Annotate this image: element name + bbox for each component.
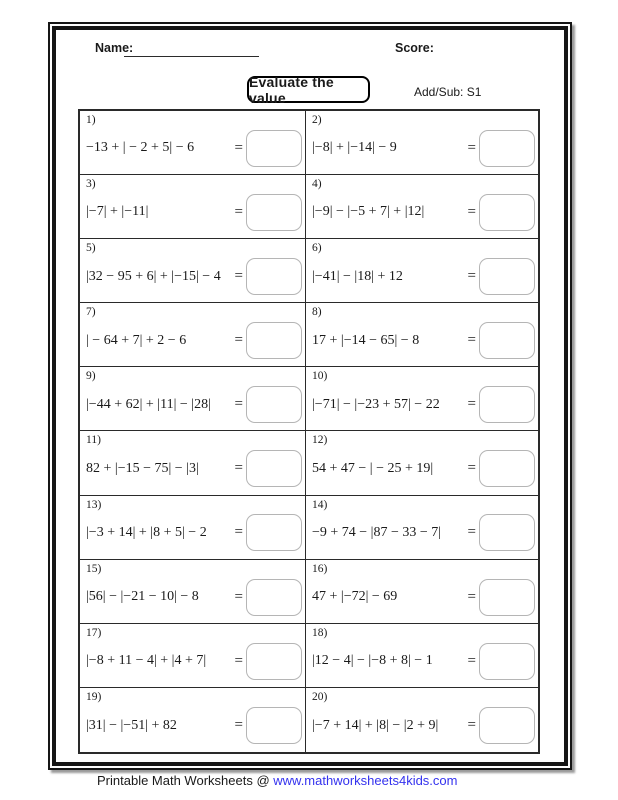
problem-number: 5) xyxy=(86,242,96,255)
problem-row xyxy=(80,639,305,686)
problem-row xyxy=(80,704,305,752)
problem-number: 7) xyxy=(86,306,96,319)
problem-number: 19) xyxy=(86,690,102,703)
problem-row xyxy=(80,575,305,622)
problem-row xyxy=(80,447,305,494)
problem-number: 2) xyxy=(312,114,322,126)
problem-cell xyxy=(80,431,306,495)
problem-expression: |32 − 95 + 6| + |−15| − 4 xyxy=(86,268,221,284)
problem-cell xyxy=(306,624,538,688)
problem-cell xyxy=(80,303,306,367)
equals-sign: = xyxy=(234,203,243,220)
equals-sign: = xyxy=(234,717,243,734)
problem-cell xyxy=(80,624,306,688)
problem-expression: |−7| + |−11| xyxy=(86,204,149,220)
answer-box[interactable] xyxy=(246,514,302,551)
problem-number: 1) xyxy=(86,114,96,126)
problem-cell xyxy=(306,496,538,560)
problem-row xyxy=(80,511,305,558)
name-blank-line[interactable] xyxy=(124,42,259,57)
problem-expression: −9 + 74 − |87 − 33 − 7| xyxy=(312,524,442,540)
answer-box[interactable] xyxy=(246,707,302,744)
answer-box[interactable] xyxy=(246,194,302,231)
problem-cell xyxy=(306,239,538,303)
problem-cell xyxy=(80,111,306,175)
answer-box[interactable] xyxy=(246,130,302,167)
equals-sign: = xyxy=(234,139,243,156)
answer-box[interactable] xyxy=(479,579,535,616)
problem-row xyxy=(306,127,538,174)
problem-number: 4) xyxy=(312,178,322,191)
equals-sign: = xyxy=(467,203,476,220)
equals-sign: = xyxy=(467,588,476,605)
problem-number: 9) xyxy=(86,370,96,383)
problem-cell xyxy=(80,239,306,303)
equals-sign: = xyxy=(467,268,476,285)
problems-grid xyxy=(78,109,540,754)
problem-number: 20) xyxy=(312,690,328,703)
problem-expression: |−44 + 62| + |11| − |28| xyxy=(86,396,211,412)
problem-expression: |−3 + 14| + |8 + 5| − 2 xyxy=(86,524,207,540)
problem-expression: | − 64 + 7| + 2 − 6 xyxy=(86,332,187,348)
answer-box[interactable] xyxy=(246,386,302,423)
equals-sign: = xyxy=(234,396,243,413)
answer-box[interactable] xyxy=(479,643,535,680)
name-label: Name: xyxy=(95,41,134,55)
problem-cell xyxy=(80,175,306,239)
answer-box[interactable] xyxy=(246,322,302,359)
problem-cell xyxy=(80,367,306,431)
problem-row xyxy=(80,127,305,174)
problem-cell xyxy=(306,175,538,239)
problem-row xyxy=(306,639,538,686)
problem-number: 6) xyxy=(312,242,322,255)
page-title: Evaluate the value xyxy=(249,73,334,106)
worksheet-code: Add/Sub: S1 xyxy=(414,85,482,99)
equals-sign: = xyxy=(234,460,243,477)
problem-expression: −13 + | − 2 + 5| − 6 xyxy=(86,140,195,156)
footer-link[interactable]: www.mathworksheets4kids.com xyxy=(273,773,458,788)
equals-sign: = xyxy=(467,652,476,669)
problem-expression: 82 + |−15 − 75| − |3| xyxy=(86,460,199,476)
answer-box[interactable] xyxy=(479,514,535,551)
problem-cell xyxy=(306,111,538,175)
problem-row xyxy=(306,704,538,752)
problem-number: 10) xyxy=(312,370,328,383)
problem-row xyxy=(306,447,538,494)
problem-row xyxy=(80,191,305,238)
equals-sign: = xyxy=(234,652,243,669)
answer-box[interactable] xyxy=(479,258,535,295)
answer-box[interactable] xyxy=(479,450,535,487)
problem-cell xyxy=(306,431,538,495)
equals-sign: = xyxy=(234,332,243,349)
footer xyxy=(97,773,457,788)
problem-expression: 17 + |−14 − 65| − 8 xyxy=(312,332,420,348)
problem-row xyxy=(306,383,538,430)
equals-sign: = xyxy=(467,717,476,734)
equals-sign: = xyxy=(467,139,476,156)
problem-expression: |−8 + 11 − 4| + |4 + 7| xyxy=(86,653,207,669)
problem-cell xyxy=(306,367,538,431)
equals-sign: = xyxy=(234,268,243,285)
equals-sign: = xyxy=(467,396,476,413)
equals-sign: = xyxy=(467,524,476,541)
problem-cell xyxy=(306,303,538,367)
problem-row xyxy=(306,191,538,238)
problem-number: 14) xyxy=(312,498,328,511)
problem-row xyxy=(306,319,538,366)
answer-box[interactable] xyxy=(246,579,302,616)
problem-number: 13) xyxy=(86,498,102,511)
problem-expression: |31| − |−51| + 82 xyxy=(86,717,177,733)
problem-expression: |−9| − |−5 + 7| + |12| xyxy=(312,204,425,220)
problem-row xyxy=(306,575,538,622)
problem-number: 17) xyxy=(86,626,102,639)
answer-box[interactable] xyxy=(479,194,535,231)
equals-sign: = xyxy=(467,332,476,349)
answer-box[interactable] xyxy=(246,643,302,680)
problem-row xyxy=(80,319,305,366)
problem-cell xyxy=(80,496,306,560)
problem-expression: 47 + |−72| − 69 xyxy=(312,589,398,605)
problem-number: 18) xyxy=(312,626,328,639)
title-badge xyxy=(247,73,370,106)
problem-number: 11) xyxy=(86,434,101,447)
problem-expression: |−41| − |18| + 12 xyxy=(312,268,403,284)
problem-expression: |−8| + |−14| − 9 xyxy=(312,140,397,156)
problem-number: 15) xyxy=(86,562,102,575)
problem-cell xyxy=(80,560,306,624)
answer-box[interactable] xyxy=(479,386,535,423)
answer-box[interactable] xyxy=(479,322,535,359)
score-label: Score: xyxy=(395,41,434,55)
footer-text: Printable Math Worksheets @ xyxy=(97,773,274,788)
problem-expression: |−71| − |−23 + 57| − 22 xyxy=(312,396,440,412)
problem-row xyxy=(80,255,305,302)
problem-number: 8) xyxy=(312,306,322,319)
problem-expression: |12 − 4| − |−8 + 8| − 1 xyxy=(312,653,433,669)
problem-cell xyxy=(306,688,538,752)
answer-box[interactable] xyxy=(246,450,302,487)
problem-cell xyxy=(306,560,538,624)
problem-expression: 54 + 47 − | − 25 + 19| xyxy=(312,460,434,476)
answer-box[interactable] xyxy=(479,130,535,167)
problem-cell xyxy=(80,688,306,752)
problem-row xyxy=(306,511,538,558)
equals-sign: = xyxy=(234,524,243,541)
problem-expression: |−7 + 14| + |8| − |2 + 9| xyxy=(312,717,439,733)
answer-box[interactable] xyxy=(246,258,302,295)
equals-sign: = xyxy=(467,460,476,477)
problem-number: 3) xyxy=(86,178,96,191)
problem-row xyxy=(80,383,305,430)
equals-sign: = xyxy=(234,588,243,605)
answer-box[interactable] xyxy=(479,707,535,744)
problem-number: 16) xyxy=(312,562,328,575)
problem-expression: |56| − |−21 − 10| − 8 xyxy=(86,589,199,605)
problem-row xyxy=(306,255,538,302)
problem-number: 12) xyxy=(312,434,328,447)
